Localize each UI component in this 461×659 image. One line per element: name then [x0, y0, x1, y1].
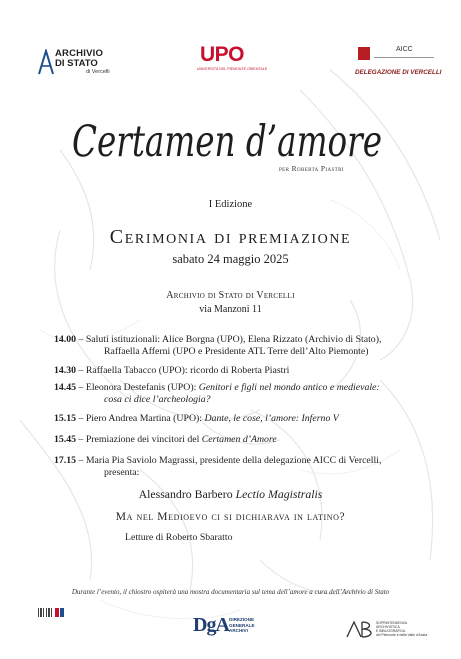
- aicc-delegation-name: DELEGAZIONE DI VERCELLI: [355, 69, 442, 76]
- dga-line: DIREZIONE: [229, 617, 255, 622]
- vercelli-crest-icon: [358, 47, 370, 60]
- dga-logo: [193, 614, 273, 638]
- programme-text: – Eleonora Destefanis (UPO):: [76, 382, 199, 393]
- barcode-icon: [38, 608, 68, 617]
- programme-item: [54, 365, 289, 377]
- talk-title: Dante, le cose, l’amore: Inferno V: [204, 413, 339, 424]
- exhibition-note: Durante l’evento, il chiostro ospiterà una mostra documentaria sul tema dell’amore a cura dell’Archivio di Stato: [71, 588, 390, 596]
- event-date: sabato 24 maggio 2025: [172, 252, 289, 266]
- upo-logo-subtitle: UNIVERSITÀ DEL PIEMONTE ORIENTALE: [196, 67, 268, 71]
- aicc-logo-mark: AICC: [396, 46, 413, 53]
- archivio-logo-line1: ARCHIVIO: [55, 48, 104, 59]
- soprintendenza-line: SOPRINTENDENZA: [376, 621, 408, 625]
- programme-time: 15.45: [54, 434, 77, 445]
- title-dedication: per Roberta Piastri: [279, 164, 344, 173]
- programme-item: [54, 434, 277, 446]
- edition-label: I Edizione: [208, 199, 253, 210]
- programme-item: [54, 413, 339, 425]
- programme-time: 15.15: [54, 413, 77, 424]
- programme-text-continued: Raffaella Afferni (UPO e Presidente ATL Terre dell’Alto Piemonte): [104, 346, 369, 358]
- soprintendenza-line: del Piemonte e della Valle d’Aosta: [376, 633, 428, 637]
- dga-line: GENERALE: [229, 622, 255, 628]
- programme-text: – Piero Andrea Martina (UPO):: [76, 413, 205, 424]
- certamen-title: [70, 110, 400, 172]
- archivio-logo-line3: di Vercelli: [86, 69, 110, 75]
- event-venue: Archivio di Stato di Vercelli: [166, 290, 295, 301]
- dga-logo-mark: DgA: [193, 614, 229, 636]
- programme-item: [54, 455, 381, 480]
- soprintendenza-mark-icon: [345, 620, 375, 638]
- dga-line: ARCHIVI: [229, 628, 248, 634]
- programme-text: – Maria Pia Saviolo Magrassi, presidente della delegazione AICC di Vercelli,: [76, 455, 382, 466]
- archivio-logo-line2: DI STATO: [55, 58, 98, 69]
- aicc-logo-rule: [374, 57, 434, 58]
- lectio-line: [0, 487, 461, 502]
- programme-time: 14.45: [54, 382, 77, 393]
- programme-item: [54, 334, 381, 359]
- programme-text-continued: presenta:: [104, 467, 140, 479]
- programme-time: 14.30: [54, 365, 77, 376]
- upo-logo-mark: UPO: [200, 43, 245, 66]
- programme-text: – Premiazione dei vincitori del: [76, 434, 202, 445]
- lecture-question: Ma nel Medioevo ci si dichiarava in latino?: [115, 511, 346, 523]
- talk-title: Genitori e figli nel mondo antico e medievale:: [198, 382, 380, 393]
- event-address: via Manzoni 11: [199, 304, 262, 315]
- talk-title-continued: cosa ci dice l’archeologia?: [104, 394, 211, 406]
- archivio-arch-icon: [38, 49, 54, 75]
- soprintendenza-logo: [345, 620, 430, 642]
- soprintendenza-line: ARCHIVISTICA: [376, 625, 400, 629]
- upo-logo: [192, 43, 272, 75]
- certamen-title-text: Certamen d’amore: [72, 117, 382, 167]
- lectio-title: Lectio Magistralis: [235, 487, 323, 501]
- award-name: Certamen d’Amore: [201, 434, 277, 445]
- programme-time: 17.15: [54, 455, 77, 466]
- soprintendenza-text: [376, 621, 427, 637]
- programme-item: [54, 382, 380, 407]
- programme-text: – Raffaella Tabacco (UPO): ricordo di Roberta Piastri: [76, 365, 290, 376]
- lectio-speaker: Alessandro Barbero: [138, 487, 233, 501]
- dga-logo-text: [229, 617, 255, 634]
- aicc-logo: [350, 45, 444, 81]
- readings-credit: Letture di Roberto Sbaratto: [125, 532, 233, 543]
- programme-text: – Saluti istituzionali: Alice Borgna (UPO), Elena Rizzato (Archivio di Stato),: [76, 334, 382, 345]
- ceremony-heading: Cerimonia di premiazione: [109, 226, 352, 248]
- archivio-di-stato-logo: [38, 47, 118, 77]
- programme-time: 14.00: [54, 334, 77, 345]
- soprintendenza-line: E BIBLIOGRAFICA: [376, 629, 406, 633]
